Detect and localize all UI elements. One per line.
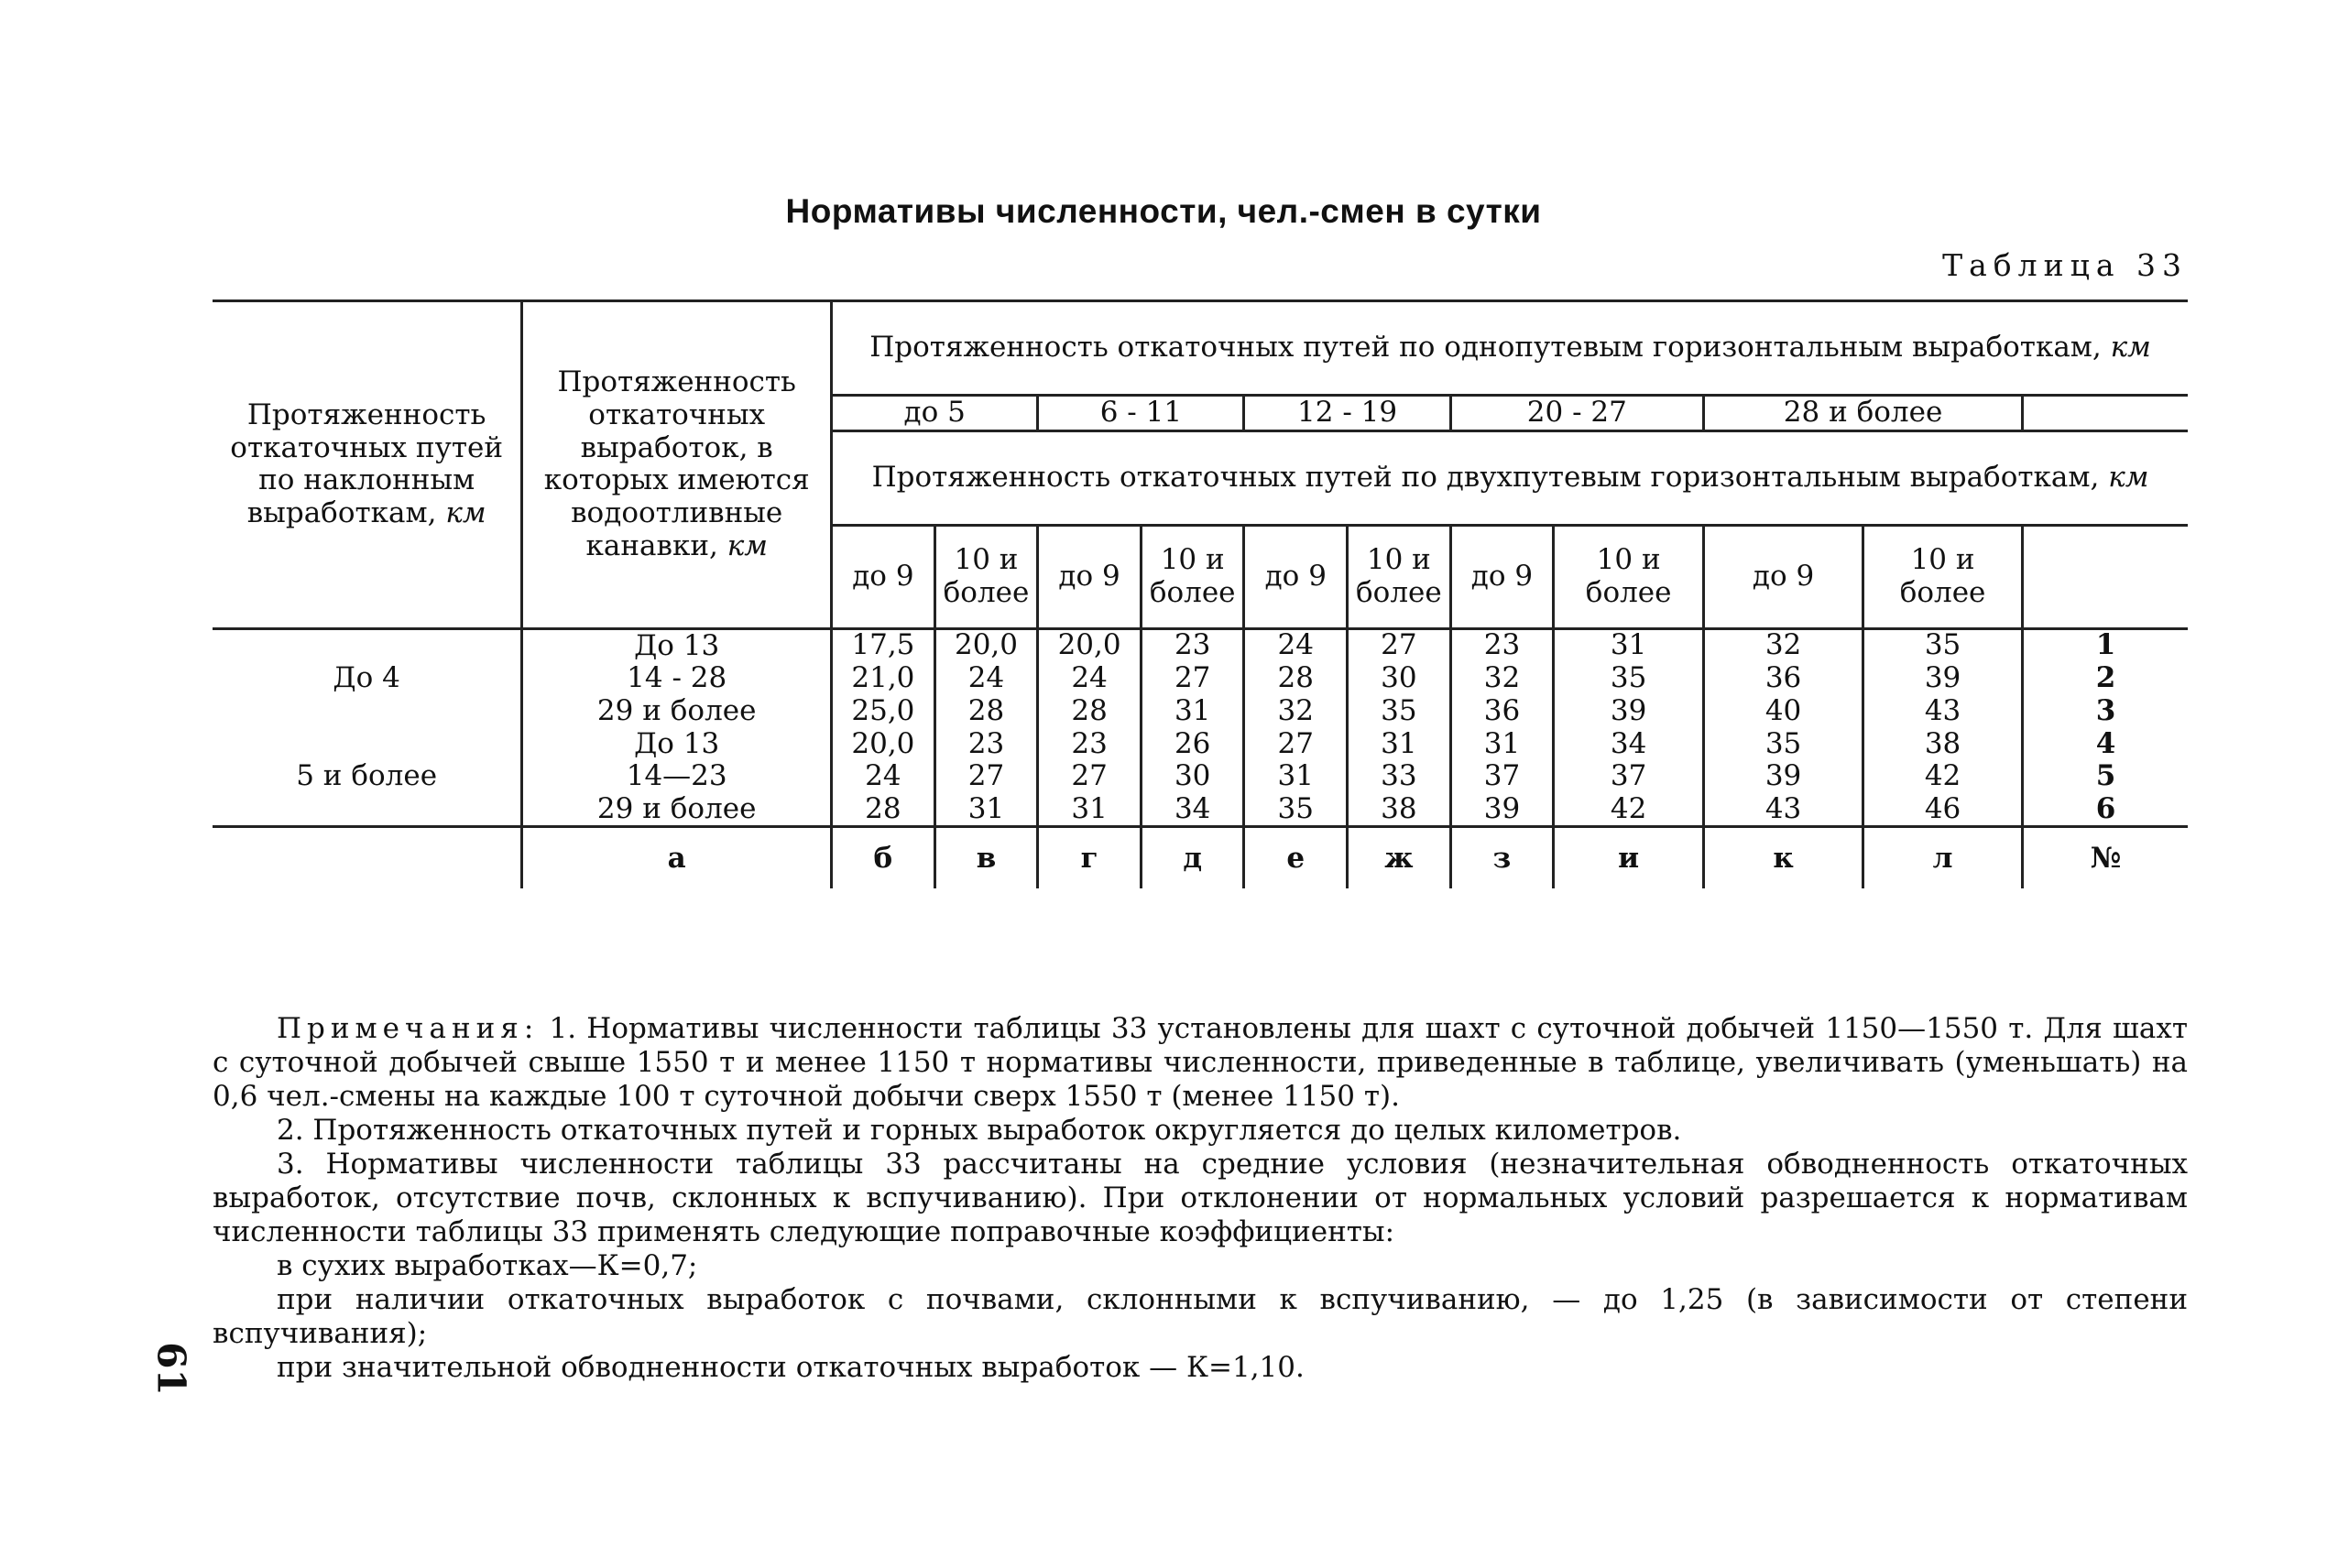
table-cell-b: 29 и более <box>522 793 832 827</box>
table-cell: 32 <box>1244 695 1348 728</box>
double-col-2: 10 и более <box>934 525 1038 628</box>
table-cell-b: 14 - 28 <box>522 662 832 695</box>
table-cell: 31 <box>1244 760 1348 793</box>
double-col-empty <box>2023 525 2188 628</box>
double-col-4: 10 и более <box>1141 525 1244 628</box>
table-cell: 17,5 <box>832 628 935 662</box>
table-number: Таблица 33 <box>1942 247 2188 283</box>
table-cell: 35 <box>1704 728 1863 761</box>
table-cell: 23 <box>1141 628 1244 662</box>
double-col-9: до 9 <box>1704 525 1863 628</box>
table-cell: 31 <box>1141 695 1244 728</box>
table-cell: 31 <box>1450 728 1554 761</box>
coefficient-swelling: при наличии откаточных выработок с почвами, склонными к вспучиванию, — до 1,25 (в зависимости от степени вспучивания); <box>213 1283 2188 1350</box>
header-single-track: Протяженность откаточных путей по однопутевым горизонтальным выработкам, км <box>832 301 2188 396</box>
table-cell: 30 <box>1348 662 1451 695</box>
table-row-group-cell <box>213 695 522 728</box>
table-cell: 27 <box>1141 662 1244 695</box>
table-cell: 43 <box>1863 695 2023 728</box>
table-cell: 31 <box>934 793 1038 827</box>
table-cell: 36 <box>1450 695 1554 728</box>
table-cell-b: 29 и более <box>522 695 832 728</box>
single-group-4: 20 - 27 <box>1450 396 1703 431</box>
table-cell: 20,0 <box>1038 628 1142 662</box>
column-letter: в <box>934 827 1038 889</box>
single-group-2: 6 - 11 <box>1038 396 1244 431</box>
table-cell: 39 <box>1450 793 1554 827</box>
table-cell: 24 <box>1038 662 1142 695</box>
table-cell: 23 <box>1450 628 1554 662</box>
table-cell: 28 <box>832 793 935 827</box>
notes-section <box>213 1012 2188 1385</box>
column-letter: а <box>522 827 832 889</box>
page-title: Нормативы численности, чел.-смен в сутки <box>785 192 1542 230</box>
notes-heading: Примечания: <box>277 1012 540 1045</box>
row-number: 2 <box>2023 662 2188 695</box>
double-col-7: до 9 <box>1450 525 1554 628</box>
table-row-group-cell <box>213 793 522 827</box>
row-number: 5 <box>2023 760 2188 793</box>
table-cell: 38 <box>1348 793 1451 827</box>
table-cell: 23 <box>1038 728 1142 761</box>
column-letter-number: № <box>2023 827 2188 889</box>
table-cell: 37 <box>1450 760 1554 793</box>
table-row-group-cell <box>213 628 522 662</box>
letter-empty <box>213 827 522 889</box>
header-inclined-length: Протяженность откаточных путей по наклонным выработкам, км <box>213 301 522 629</box>
table-cell: 35 <box>1863 628 2023 662</box>
table-row-group-cell <box>213 728 522 761</box>
table-cell: 39 <box>1704 760 1863 793</box>
table-cell: 31 <box>1038 793 1142 827</box>
table-cell: 35 <box>1554 662 1704 695</box>
row-number: 3 <box>2023 695 2188 728</box>
table-cell: 39 <box>1554 695 1704 728</box>
table-cell: 36 <box>1704 662 1863 695</box>
table-cell: 34 <box>1141 793 1244 827</box>
single-group-3: 12 - 19 <box>1244 396 1450 431</box>
note-3: 3. Нормативы численности таблицы 33 рассчитаны на средние условия (незначительная обводненность откаточных выработок, отсутствие почв, склонных к вспучиванию). При отклонении от нормальных условий разрешается к нормативам численности таблицы 33 применять следующие поправочные коэффициенты: <box>213 1148 2188 1248</box>
table-cell: 32 <box>1450 662 1554 695</box>
table-cell: 33 <box>1348 760 1451 793</box>
table-cell: 20,0 <box>832 728 935 761</box>
single-group-1: до 5 <box>832 396 1038 431</box>
table-cell: 28 <box>934 695 1038 728</box>
table-cell: 26 <box>1141 728 1244 761</box>
single-group-empty <box>2023 396 2188 431</box>
table-cell: 46 <box>1863 793 2023 827</box>
column-letter: з <box>1450 827 1554 889</box>
column-letter: и <box>1554 827 1704 889</box>
column-letter: л <box>1863 827 2023 889</box>
table-row-group-cell: До 4 <box>333 661 400 695</box>
table-cell-b: 14—23 <box>522 760 832 793</box>
table-cell: 42 <box>1863 760 2023 793</box>
coefficient-watered: при значительной обводненности откаточных выработок — К=1,10. <box>277 1351 1305 1384</box>
table-row-group-cell: 5 и более <box>296 759 438 793</box>
double-col-1: до 9 <box>832 525 935 628</box>
header-double-track: Протяженность откаточных путей по двухпутевым горизонтальным выработкам, км <box>832 430 2188 525</box>
table-cell-b: До 13 <box>522 728 832 761</box>
table-cell: 28 <box>1244 662 1348 695</box>
table-cell: 24 <box>832 760 935 793</box>
table-cell: 27 <box>934 760 1038 793</box>
column-letter: к <box>1704 827 1863 889</box>
table-cell: 35 <box>1348 695 1451 728</box>
table-cell: 21,0 <box>832 662 935 695</box>
table-cell-b: До 13 <box>522 628 832 662</box>
table-cell: 31 <box>1348 728 1451 761</box>
norms-table <box>213 299 2188 888</box>
double-col-3: до 9 <box>1038 525 1142 628</box>
table-cell: 27 <box>1038 760 1142 793</box>
table-cell: 31 <box>1554 628 1704 662</box>
table-cell: 27 <box>1348 628 1451 662</box>
table-cell: 30 <box>1141 760 1244 793</box>
table-cell: 25,0 <box>832 695 935 728</box>
table-cell: 39 <box>1863 662 2023 695</box>
double-col-5: до 9 <box>1244 525 1348 628</box>
column-letter: д <box>1141 827 1244 889</box>
table-cell: 37 <box>1554 760 1704 793</box>
row-number: 1 <box>2023 628 2188 662</box>
table-cell: 20,0 <box>934 628 1038 662</box>
row-number: 6 <box>2023 793 2188 827</box>
table-cell: 28 <box>1038 695 1142 728</box>
note-2: 2. Протяженность откаточных путей и горных выработок округляется до целых километров. <box>277 1114 1682 1147</box>
table-cell: 38 <box>1863 728 2023 761</box>
column-letter: г <box>1038 827 1142 889</box>
table-cell: 43 <box>1704 793 1863 827</box>
row-number: 4 <box>2023 728 2188 761</box>
table-cell: 32 <box>1704 628 1863 662</box>
column-letter: ж <box>1348 827 1451 889</box>
table-cell: 40 <box>1704 695 1863 728</box>
table-cell: 35 <box>1244 793 1348 827</box>
single-group-5: 28 и более <box>1704 396 2023 431</box>
double-col-6: 10 и более <box>1348 525 1451 628</box>
double-col-8: 10 и более <box>1554 525 1704 628</box>
table-cell: 34 <box>1554 728 1704 761</box>
table-cell: 23 <box>934 728 1038 761</box>
column-letter: е <box>1244 827 1348 889</box>
table-cell: 42 <box>1554 793 1704 827</box>
table-cell: 24 <box>1244 628 1348 662</box>
table-cell: 24 <box>934 662 1038 695</box>
table-cell: 27 <box>1244 728 1348 761</box>
coefficient-dry: в сухих выработках—К=0,7; <box>277 1249 698 1282</box>
double-col-10: 10 и более <box>1863 525 2023 628</box>
page-number: 61 <box>148 1342 194 1396</box>
header-drain-length: Протяженность откаточных выработок, в которых имеются водоотливные канавки, км <box>522 301 832 629</box>
column-letter: б <box>832 827 935 889</box>
note-1: Примечания: 1. Нормативы численности таблицы 33 установлены для шахт с суточной добычей 1150—1550 т. Для шахт с суточной добычей свыше 1550 т и менее 1150 т нормативы численности, приведенные в таблице, увеличивать (уменьшать) на 0,6 чел.-смены на каждые 100 т суточной добычи сверх 1550 т (менее 1150 т). <box>213 1012 2188 1113</box>
